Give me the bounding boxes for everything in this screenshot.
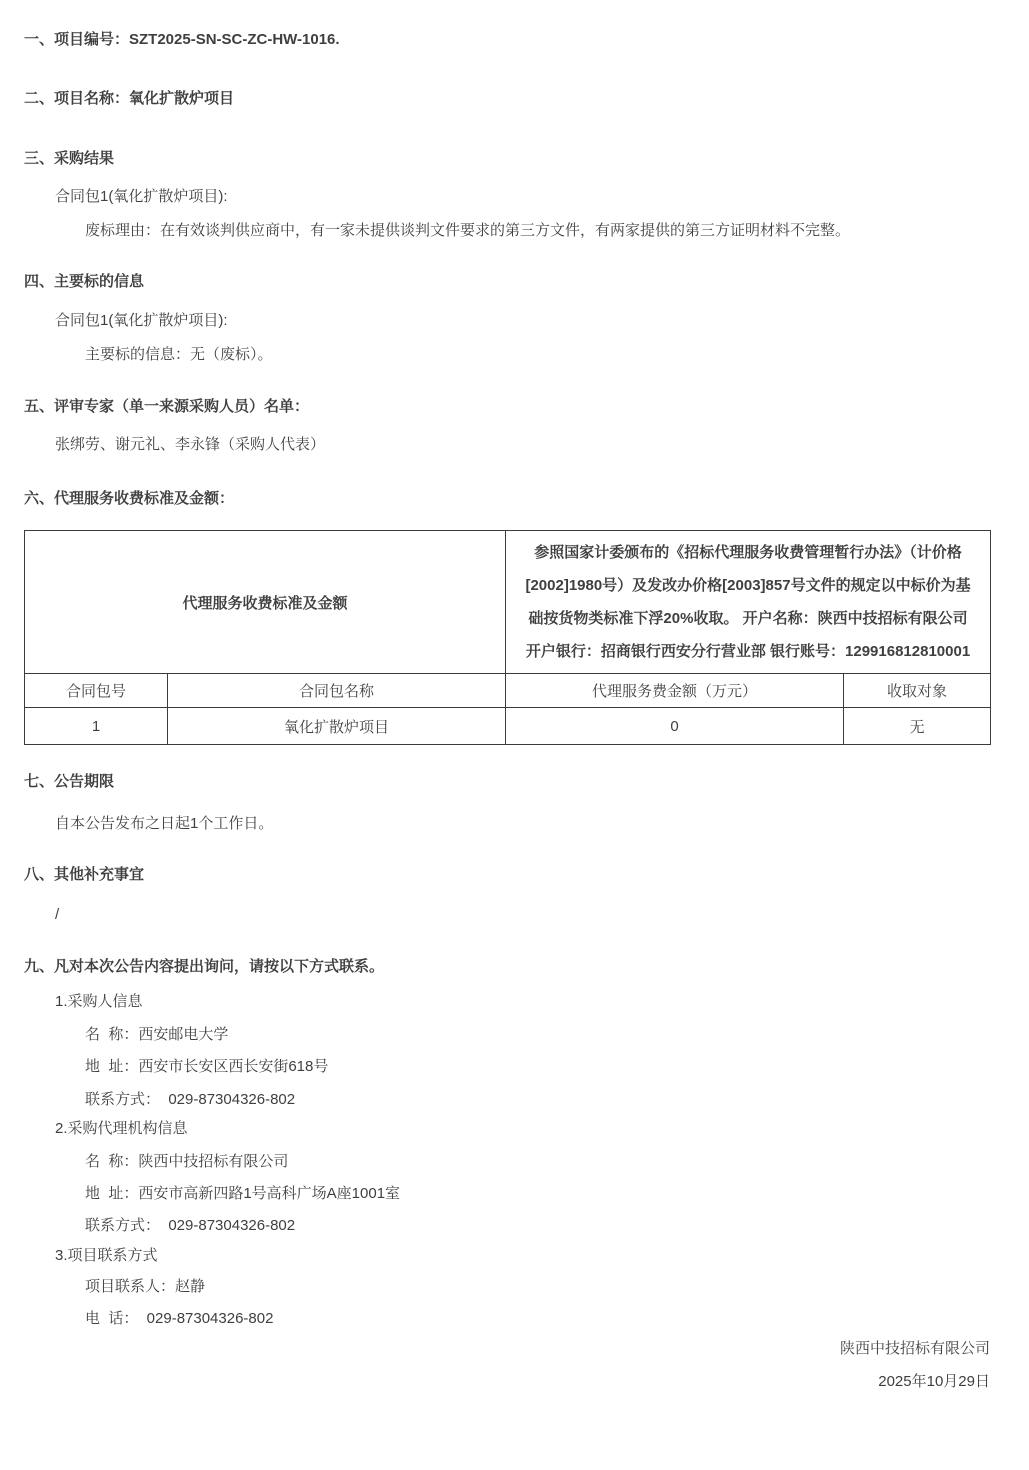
section-1-project-number-heading: 一、项目编号：SZT2025-SN-SC-ZC-HW-1016.	[24, 31, 340, 48]
agency-fee-table	[24, 530, 991, 745]
agency-address: 地 址：西安市高新四路1号高科广场A座1001室	[85, 1185, 401, 1202]
section-2-project-name-heading: 二、项目名称：氧化扩散炉项目	[24, 90, 235, 107]
agency-phone: 联系方式： 029-87304326-802	[85, 1217, 296, 1234]
section-7-announcement-period-heading: 七、公告期限	[24, 773, 115, 790]
fee-table-header-row	[25, 674, 991, 708]
section-3-procurement-result-heading: 三、采购结果	[24, 150, 115, 167]
announcement-document	[0, 30, 1029, 1432]
purchaser-info-heading: 1.采购人信息	[55, 993, 143, 1010]
section-8-other-matters-heading: 八、其他补充事宜	[24, 866, 145, 883]
section-5-experts-heading: 五、评审专家（单一来源采购人员）名单：	[24, 398, 310, 415]
project-contact-phone: 电 话： 029-87304326-802	[85, 1310, 274, 1327]
header-fee-amount: 代理服务费金额（万元）	[506, 674, 844, 708]
cell-package-number: 1	[25, 708, 168, 745]
purchaser-address: 地 址：西安市长安区西长安街618号	[85, 1058, 329, 1075]
section-9-inquiry-contact-heading: 九、凡对本次公告内容提出询问，请按以下方式联系。	[24, 958, 385, 975]
section-5-experts-names: 张绑劳、谢元礼、李永锋（采购人代表）	[55, 436, 326, 453]
agency-name: 名 称：陕西中技招标有限公司	[85, 1153, 289, 1170]
fee-table-data-row	[25, 708, 991, 745]
cell-fee-amount: 0	[506, 708, 844, 745]
section-8-content: /	[55, 906, 60, 923]
section-4-main-subject-heading: 四、主要标的信息	[24, 273, 145, 290]
cell-package-name: 氧化扩散炉项目	[168, 708, 506, 745]
section-3-package-line: 合同包1(氧化扩散炉项目):	[55, 188, 228, 205]
section-4-package-line: 合同包1(氧化扩散炉项目):	[55, 312, 228, 329]
section-3-rejection-reason: 废标理由：在有效谈判供应商中，有一家未提供谈判文件要求的第三方文件，有两家提供的第三方证明材料不完整。	[85, 222, 851, 239]
project-contact-heading: 3.项目联系方式	[55, 1247, 158, 1264]
section-6-agency-fee-heading: 六、代理服务收费标准及金额：	[24, 490, 235, 507]
fee-table-merged-row	[25, 531, 991, 674]
section-7-period-text: 自本公告发布之日起1个工作日。	[55, 815, 274, 832]
purchaser-name: 名 称：西安邮电大学	[85, 1026, 229, 1043]
fee-standard-description-cell: 参照国家计委颁布的《招标代理服务收费管理暂行办法》（计价格[2002]1980号）及发改办价格[2003]857号文件的规定以中标价为基础按货物类标准下浮20%收取。 开户名称：陕西中技招标有限公司 开户银行：招商银行西安分行营业部 银行账号：129916812810001	[506, 531, 991, 674]
project-contact-person: 项目联系人：赵静	[85, 1278, 206, 1295]
header-fee-payer: 收取对象	[844, 674, 991, 708]
purchaser-phone: 联系方式： 029-87304326-802	[85, 1091, 296, 1108]
fee-standard-label-cell: 代理服务收费标准及金额	[25, 531, 506, 674]
footer-date: 2025年10月29日	[878, 1373, 990, 1390]
header-package-name: 合同包名称	[168, 674, 506, 708]
section-4-subject-info: 主要标的信息：无（废标）。	[85, 346, 273, 363]
header-package-number: 合同包号	[25, 674, 168, 708]
agency-info-heading: 2.采购代理机构信息	[55, 1120, 188, 1137]
cell-fee-payer: 无	[844, 708, 991, 745]
footer-company-signature: 陕西中技招标有限公司	[839, 1340, 990, 1357]
